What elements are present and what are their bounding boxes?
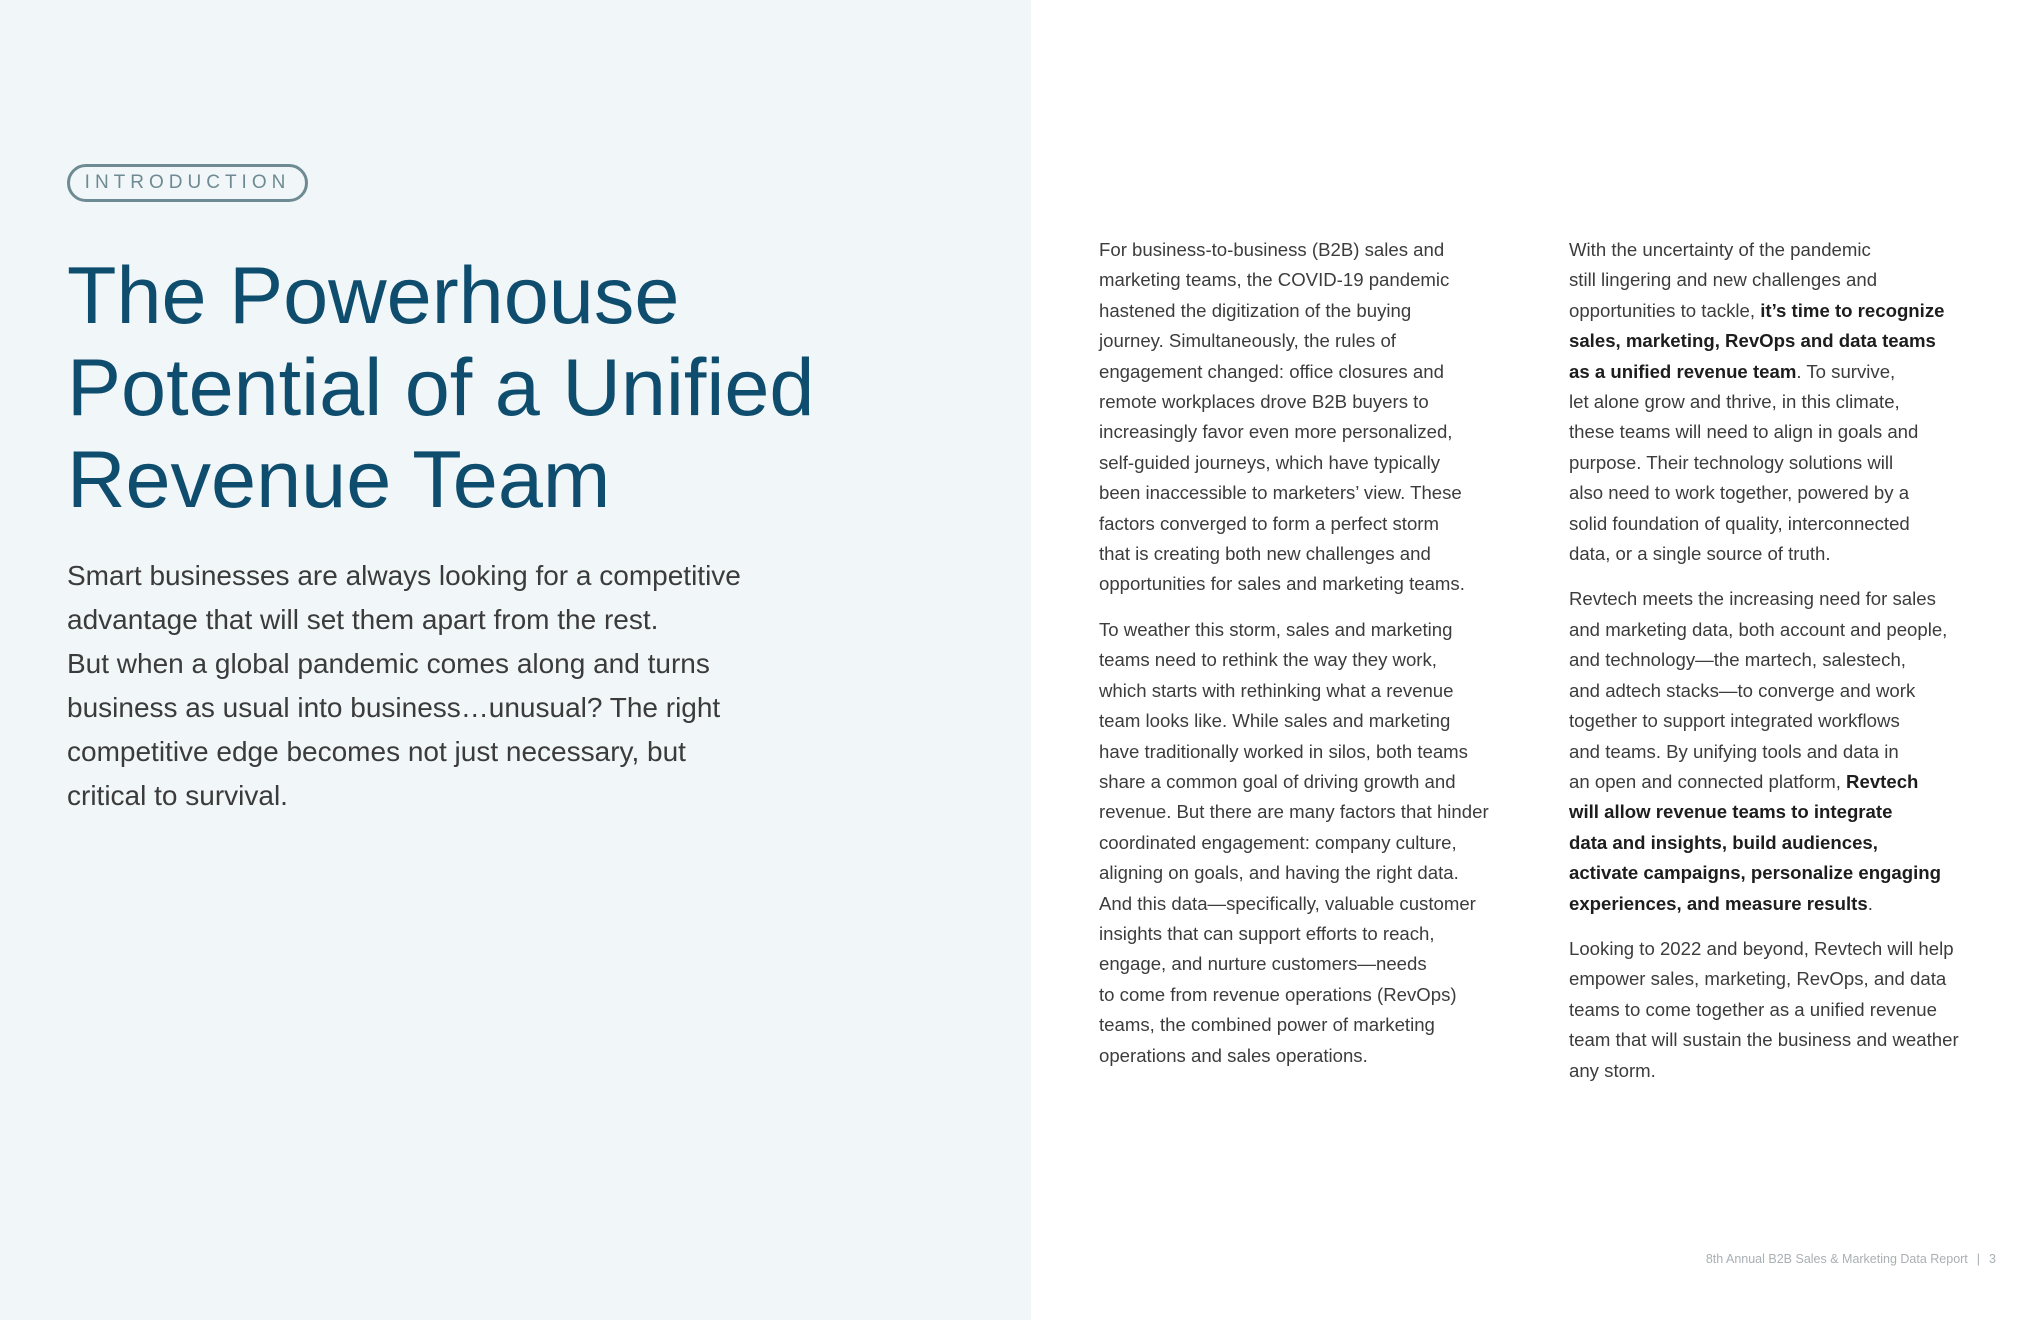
page-number: 3: [1989, 1252, 1996, 1266]
emphasis-text: data and insights, build audiences,: [1569, 831, 1878, 853]
title-line: Potential of a Unified: [67, 343, 815, 433]
intro-paragraph: [67, 554, 827, 642]
body-line: to come from revenue operations (RevOps): [1099, 983, 1457, 1005]
body-line: teams, the combined power of marketing: [1099, 1014, 1435, 1036]
footer-separator: |: [1976, 1252, 1981, 1266]
intro-line: competitive edge becomes not just necessary, but: [67, 736, 686, 767]
intro-line: But when a global pandemic comes along and turns: [67, 648, 710, 679]
body-line: still lingering and new challenges and: [1569, 269, 1878, 291]
body-line: and marketing data, both account and people,: [1569, 618, 1948, 640]
body-line: remote workplaces drove B2B buyers to: [1099, 391, 1429, 413]
intro-line: critical to survival.: [67, 780, 288, 811]
intro-text: [67, 554, 827, 818]
body-line: together to support integrated workflows: [1569, 710, 1900, 732]
body-line: opportunities to tackle,: [1569, 299, 1761, 321]
body-line: share a common goal of driving growth and: [1099, 770, 1456, 792]
body-line: solid foundation of quality, interconnected: [1569, 512, 1910, 534]
title-line: Revenue Team: [67, 435, 611, 525]
body-line: which starts with rethinking what a revenue: [1099, 679, 1454, 701]
body-line: and adtech stacks—to converge and work: [1569, 679, 1916, 701]
body-line: factors converged to form a perfect storm: [1099, 512, 1439, 534]
body-line: any storm.: [1569, 1059, 1656, 1081]
body-line: these teams will need to align in goals and: [1569, 421, 1919, 443]
body-line: self-guided journeys, which have typically: [1099, 451, 1441, 473]
body-line: Looking to 2022 and beyond, Revtech will help: [1569, 937, 1954, 959]
report-title: 8th Annual B2B Sales & Marketing Data Report: [1705, 1252, 1968, 1266]
body-line: marketing teams, the COVID-19 pandemic: [1099, 269, 1450, 291]
body-line: . To survive,: [1796, 360, 1896, 382]
intro-line: business as usual into business…unusual? The right: [67, 692, 721, 723]
body-line: and technology—the martech, salestech,: [1569, 649, 1906, 671]
body-line: teams to come together as a unified revenue: [1569, 998, 1937, 1020]
body-line: also need to work together, powered by a: [1569, 482, 1910, 504]
body-paragraph: [1099, 235, 1539, 600]
body-line: revenue. But there are many factors that hinder: [1099, 801, 1489, 823]
body-column-right: [1569, 235, 2009, 1101]
body-line: With the uncertainty of the pandemic: [1569, 239, 1871, 260]
body-line: that is creating both new challenges and: [1099, 543, 1431, 565]
body-line: engage, and nurture customers—needs: [1099, 953, 1427, 975]
body-line: team looks like. While sales and marketing: [1099, 710, 1451, 732]
body-line: operations and sales operations.: [1099, 1044, 1368, 1066]
body-line: and teams. By unifying tools and data in: [1569, 740, 1899, 762]
body-line: teams need to rethink the way they work,: [1099, 649, 1437, 671]
emphasis-text: activate campaigns, personalize engaging: [1569, 862, 1941, 884]
body-line: engagement changed: office closures and: [1099, 360, 1444, 382]
body-line: .: [1867, 892, 1873, 914]
body-paragraph: [1569, 934, 2009, 1086]
body-line: data, or a single source of truth.: [1569, 543, 1831, 565]
body-line: empower sales, marketing, RevOps, and data: [1569, 968, 1947, 990]
body-line: And this data—specifically, valuable customer: [1099, 892, 1476, 914]
page-footer: [1706, 1252, 1996, 1266]
emphasis-text: experiences, and measure results: [1569, 892, 1868, 914]
emphasis-text: will allow revenue teams to integrate: [1569, 801, 1893, 823]
body-line: coordinated engagement: company culture,: [1099, 831, 1457, 853]
body-paragraph: [1569, 235, 2009, 569]
body-line: Revtech meets the increasing need for sales: [1569, 588, 1936, 610]
page-title: [67, 250, 967, 526]
section-tag: INTRODUCTION: [67, 164, 308, 202]
body-line: an open and connected platform,: [1569, 770, 1847, 792]
body-line: insights that can support efforts to reach,: [1099, 922, 1435, 944]
intro-line: advantage that will set them apart from the rest.: [67, 604, 659, 635]
body-line: team that will sustain the business and weather: [1569, 1029, 1959, 1051]
emphasis-text: sales, marketing, RevOps and data teams: [1569, 330, 1936, 352]
body-line: purpose. Their technology solutions will: [1569, 451, 1894, 473]
body-line: been inaccessible to marketers’ view. These: [1099, 482, 1462, 504]
emphasis-text: Revtech: [1846, 770, 1919, 792]
body-line: journey. Simultaneously, the rules of: [1099, 330, 1396, 352]
body-line: opportunities for sales and marketing teams.: [1099, 573, 1465, 595]
body-paragraph: [1099, 615, 1539, 1071]
body-line: have traditionally worked in silos, both teams: [1099, 740, 1468, 762]
emphasis-text: it’s time to recognize: [1760, 299, 1945, 321]
intro-paragraph: [67, 642, 827, 818]
body-line: aligning on goals, and having the right data.: [1099, 862, 1459, 884]
body-line: increasingly favor even more personalized,: [1099, 421, 1453, 443]
body-paragraph: [1569, 584, 2009, 918]
body-line: hastened the digitization of the buying: [1099, 299, 1412, 321]
body-column-left: [1099, 235, 1539, 1086]
body-line: For business-to-business (B2B) sales and: [1099, 239, 1445, 260]
title-line: The Powerhouse: [67, 251, 680, 341]
emphasis-text: as a unified revenue team: [1569, 360, 1797, 382]
intro-line: Smart businesses are always looking for a competitive: [67, 560, 741, 591]
body-line: To weather this storm, sales and marketing: [1099, 618, 1453, 640]
body-line: let alone grow and thrive, in this climate,: [1569, 391, 1900, 413]
